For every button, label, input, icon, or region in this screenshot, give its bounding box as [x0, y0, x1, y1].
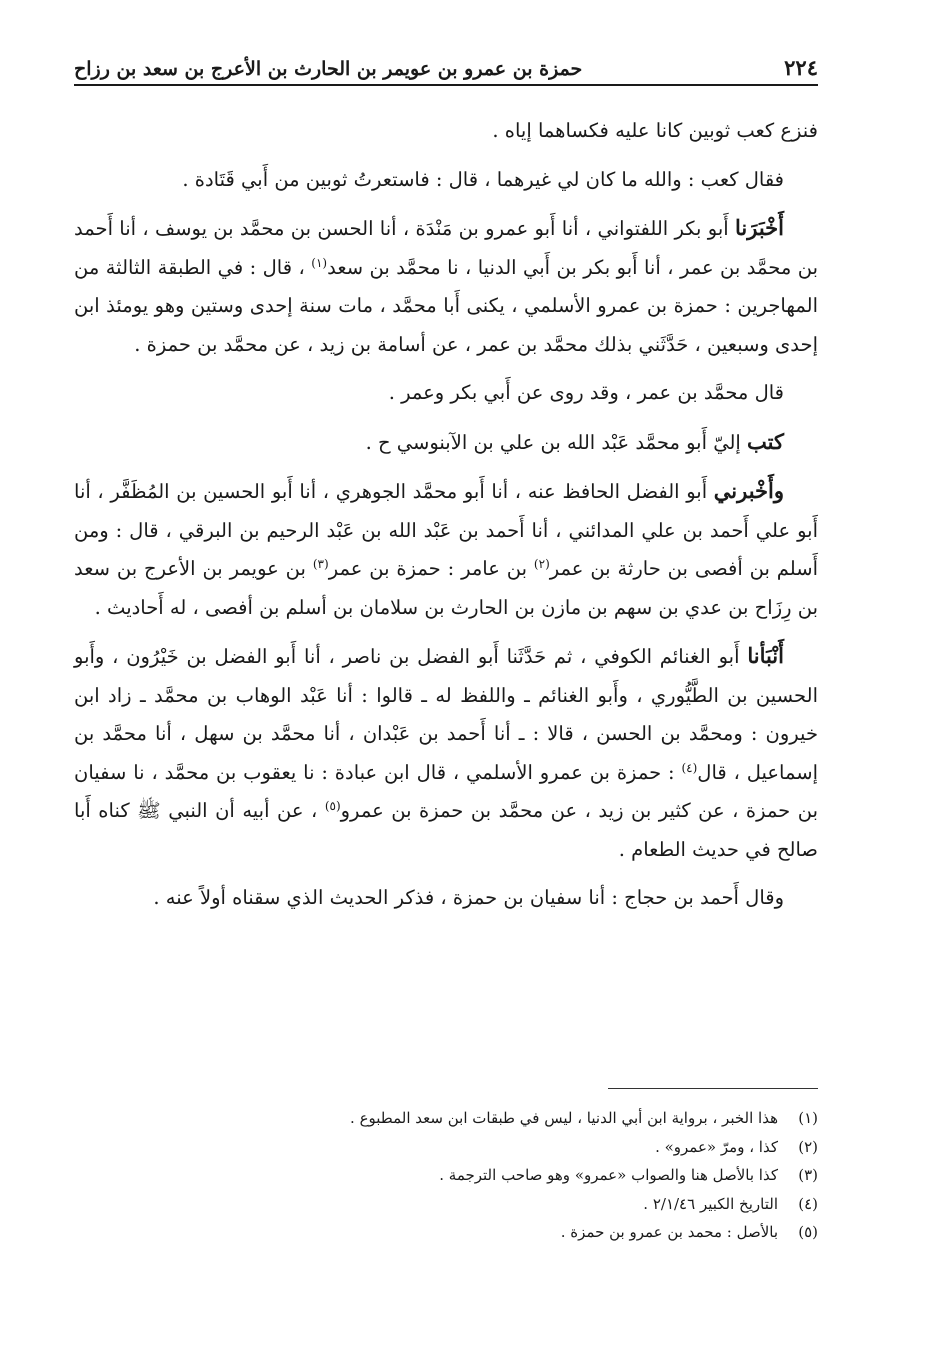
text-run: أَبو الغنائم الكوفي ، ثم حَدَّثَنا أَبو الفضل بن ناصر ، أنا أَبو الفضل بن خَيْرُون ، وأَبو الحسين بن الطَّيُّوري ، وأَبو الغنائم ـ واللفظ له ـ قالوا : أنا عَبْد الوهاب بن محمَّد ـ زاد ابن خيرون : ومحمَّد بن الحسن ، قالا : ـ أنا أَحمد بن عَبْدان ، أنا محمَّد بن سهل ، أنا محمَّد بن إسماعيل ، قال: [74, 645, 818, 784]
paragraph: [74, 472, 818, 627]
footnote-marker: (٥): [324, 799, 341, 813]
footnote-marker: (٢): [533, 557, 550, 571]
footnote-text: كذا ، ومرّ «عمرو» .: [655, 1137, 778, 1156]
footnote-number: (٤): [798, 1194, 818, 1213]
footnote-number: (١): [798, 1109, 818, 1127]
paragraph: [74, 374, 818, 413]
footnote-marker: (١): [311, 255, 328, 270]
text-run: أَبو بكر اللفتواني ، أنا أَبو عمرو بن مَنْدَة ، أنا الحسن بن محمَّد بن يوسف ، أنا أَحمد بن محمَّد بن عمر ، أنا أَبو بكر بن أَبي الدنيا ، نا محمَّد بن سعد: [74, 217, 819, 279]
paragraph: [74, 161, 818, 200]
footnote: [74, 1104, 818, 1133]
footnote-marker: (٤): [681, 760, 698, 775]
main-text: [74, 112, 818, 928]
text-run: ، عن أبيه أن النبي ﷺ كناه أَبا صالح في حديث الطعام .: [74, 799, 818, 861]
text-run: بن عامر : حمزة بن عمر: [328, 557, 534, 580]
paragraph: [74, 423, 818, 463]
text-run: فقال كعب : والله ما كان لي غيرهما ، قال : فاستعرتُ ثوبين من أَبي قَتَادة .: [182, 167, 784, 191]
footnote-number: (٥): [798, 1223, 818, 1241]
footnote-text: التاريخ الكبير ٢/١/٤٦ .: [643, 1194, 778, 1213]
isnad-keyword: كتب: [747, 428, 784, 454]
text-run: ، قال : في الطبقة الثالثة من المهاجرين : حمزة بن عمرو الأسلمي ، يكنى أَبا محمَّد ، مات سنة إحدى وستين وهو يومئذ ابن إحدى وسبعين ، حَدَّثَني بذلك محمَّد بن عمر ، عن أسامة بن زيد ، عن محمَّد بن حمزة .: [74, 255, 818, 356]
text-run: فنزع كعب ثوبين كانا عليه فكساهما إياه .: [492, 119, 818, 142]
footnote-number: (٣): [798, 1166, 818, 1184]
isnad-keyword: أَنْبَأنا: [747, 643, 784, 668]
footnote-text: بالأصل : محمد بن عمرو بن حمزة .: [560, 1223, 778, 1241]
text-run: قال محمَّد بن عمر ، وقد روى عن أَبي بكر وعمر .: [388, 381, 784, 404]
text-run: بن عويمر بن الأعرج بن سعد بن رِزَاح بن عدي بن سهم بن مازن بن الحارث بن سلامان بن أسلم بن أفصى ، له أَحاديث .: [74, 557, 818, 619]
paragraph: [74, 209, 818, 364]
text-run: أَبو الفضل الحافظ عنه ، أنا أَبو محمَّد الجوهري ، أنا أَبو الحسين بن المُظَفَّر ، أنا أَبو علي أَحمد بن علي المدائني ، أنا أَحمد بن عَبْد الله بن عَبْد الرحيم بن البرقي ، قال : ومن أَسلم بن أفصى بن حارثة بن عمر: [74, 480, 818, 580]
footnote: [74, 1190, 818, 1219]
footnote: [74, 1218, 818, 1247]
footnotes: [74, 1104, 818, 1247]
footnote-text: كذا بالأصل هنا والصواب «عمرو» وهو صاحب الترجمة .: [439, 1166, 778, 1184]
text-run: إليّ أَبو محمَّد عَبْد الله بن علي بن الآبنوسي ح .: [365, 430, 748, 454]
footnote-marker: (٣): [312, 557, 329, 571]
footnote-text: هذا الخبر ، برواية ابن أبي الدنيا ، ليس في طبقات ابن سعد المطبوع .: [350, 1109, 778, 1127]
paragraph: [74, 112, 818, 151]
isnad-keyword: وأَخْبرني: [713, 478, 784, 503]
footnote: [74, 1161, 818, 1190]
text-run: : حمزة بن عمرو الأسلمي ، قال ابن عبادة : نا يعقوب بن محمَّد ، نا سفيان بن حمزة ، عن كثير بن زيد ، عن محمَّد بن حمزة بن عمرو: [74, 760, 818, 822]
isnad-keyword: أَخْبَرَنا: [735, 215, 784, 240]
footnote-number: (٢): [798, 1137, 818, 1156]
footnote: [74, 1133, 818, 1162]
footnote-separator: [608, 1088, 818, 1089]
page-number: ٢٢٤: [784, 55, 818, 80]
paragraph: [74, 637, 818, 869]
paragraph: [74, 879, 818, 918]
running-title: حمزة بن عمرو بن عويمر بن الحارث بن الأعرج بن سعد بن رزاح: [74, 58, 583, 80]
running-header: [74, 44, 818, 86]
text-run: وقال أَحمد بن حجاج : أنا سفيان بن حمزة ، فذكر الحديث الذي سقناه أولاً عنه .: [153, 886, 784, 909]
